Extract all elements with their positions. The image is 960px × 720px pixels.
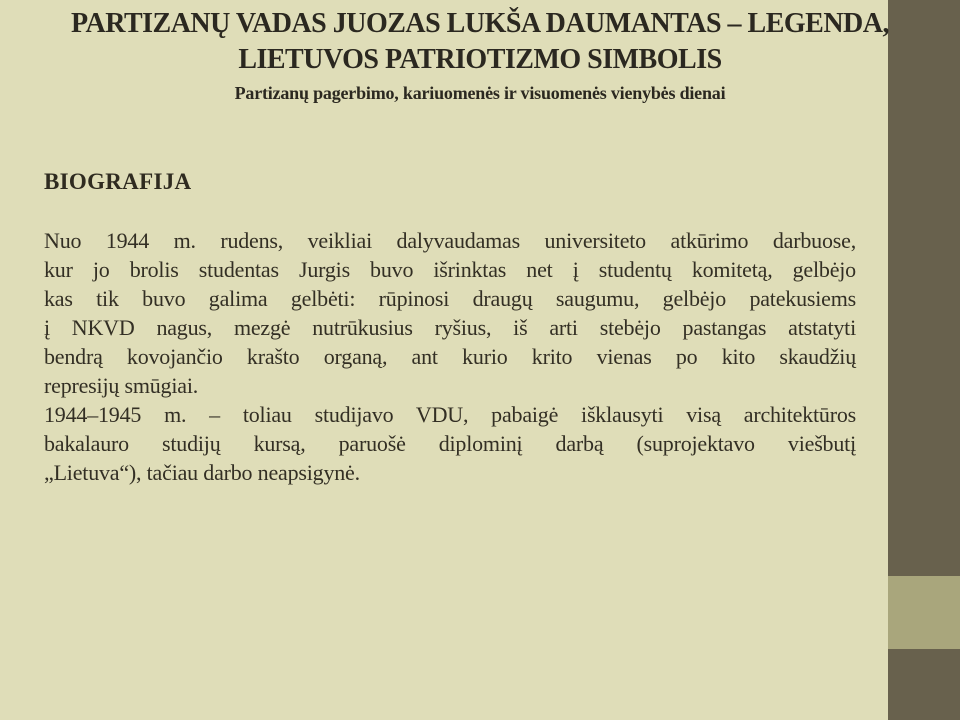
body-line: bendrą kovojančio krašto organą, ant kurio krito vienas po kito skaudžių [44, 344, 856, 369]
body-line: „Lietuva“), tačiau darbo neapsigynė. [44, 460, 360, 485]
body-line: represijų smūgiai. [44, 373, 199, 398]
body-line: bakalauro studijų kursą, paruošė diplominį darbą (suprojektavo viešbutį [44, 431, 856, 456]
accent-square [888, 576, 960, 649]
title-line-1: PARTIZANŲ VADAS JUOZAS LUKŠA DAUMANTAS – LEGENDA, [70, 8, 889, 39]
biografija-heading: BIOGRAFIJA [44, 169, 192, 194]
body-line: kur jo brolis studentas Jurgis buvo išrinktas net į studentų komitetą, gelbėjo [44, 257, 856, 282]
paragraph-2 [44, 400, 856, 487]
body-text [44, 226, 856, 487]
paragraph-1 [44, 226, 856, 400]
body-line: 1944–1945 m. – toliau studijavo VDU, pabaigė išklausyti visą architektūros [44, 402, 856, 427]
slide-title [0, 6, 960, 78]
body-line: Nuo 1944 m. rudens, veikliai dalyvaudamas universiteto atkūrimo darbuose, [44, 228, 856, 253]
body-line: kas tik buvo galima gelbėti: rūpinosi draugų saugumu, gelbėjo patekusiems [44, 286, 856, 311]
title-line-2: LIETUVOS PATRIOTIZMO SIMBOLIS [238, 44, 722, 75]
body-line: į NKVD nagus, mezgė nutrūkusius ryšius, iš arti stebėjo pastangas atstatyti [44, 315, 856, 340]
slide-subtitle: Partizanų pagerbimo, kariuomenės ir visuomenės vienybės dienai [234, 83, 726, 103]
